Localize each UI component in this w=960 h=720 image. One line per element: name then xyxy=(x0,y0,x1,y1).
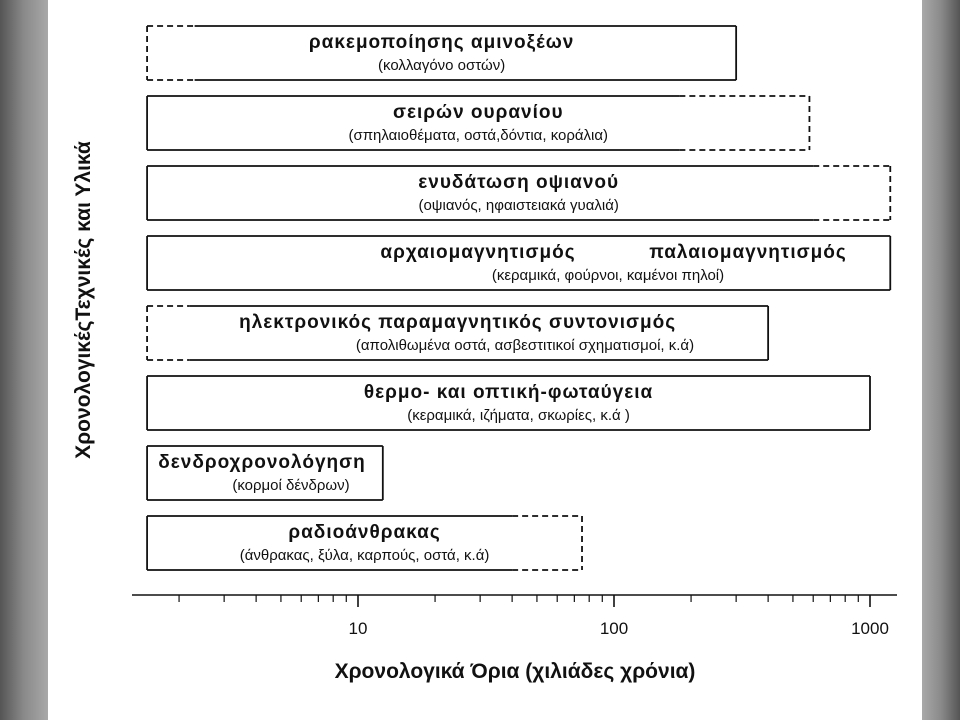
bar-title: ενυδάτωση οψιανού xyxy=(418,172,620,193)
bar-row xyxy=(147,516,582,570)
x-axis-title: Χρονολογικά Όρια (χιλιάδες χρόνια) xyxy=(334,660,696,683)
bar-subtitle: (απολιθωμένα οστά, ασβεστιτικοί σχηματισμοί, κ.ά) xyxy=(355,337,695,354)
x-axis xyxy=(132,595,897,638)
bar-title: ηλεκτρονικός παραμαγνητικός συντονισμός xyxy=(239,312,677,333)
x-tick-label: 1000 xyxy=(851,619,889,638)
bar-subtitle: (κολλαγόνο οστών) xyxy=(378,57,506,74)
bar-row xyxy=(147,26,736,80)
bar-title: θερμο- και οπτική-φωταύγεια xyxy=(363,382,654,403)
bar-title: ραδιοάνθρακας xyxy=(288,522,441,543)
bars-layer xyxy=(147,26,890,570)
bar-subtitle: (άνθρακας, ξύλα, καρπούς, οστά, κ.ά) xyxy=(239,547,490,564)
x-tick-label: 100 xyxy=(599,619,629,638)
bar-title-secondary: παλαιομαγνητισμός xyxy=(649,242,847,263)
bar-subtitle: (οψιανός, ηφαιστειακά γυαλιά) xyxy=(418,197,619,214)
bar-row xyxy=(147,236,890,290)
bar-title: δενδροχρονολόγηση xyxy=(158,452,366,473)
bar-row xyxy=(147,376,870,430)
y-axis-title: ΧρονολογικέςΤεχνικές και Υλικά xyxy=(72,141,95,459)
bar-row xyxy=(147,96,809,150)
bar-subtitle: (κορμοί δένδρων) xyxy=(232,477,350,494)
bar-title: αρχαιομαγνητισμός xyxy=(380,242,576,263)
bar-title: σειρών ουρανίου xyxy=(392,102,564,123)
x-tick-label: 10 xyxy=(348,619,368,638)
bar-subtitle: (κεραμικά, ιζήματα, σκωρίες, κ.ά ) xyxy=(407,407,630,424)
bar-row xyxy=(147,306,768,360)
bar-title: ρακεμοποίησης αμινοξέων xyxy=(308,32,575,53)
bar-row xyxy=(147,166,890,220)
bar-subtitle: (κεραμικά, φούρνοι, καμένοι πηλοί) xyxy=(491,267,725,284)
bar-row xyxy=(147,446,383,500)
bar-subtitle: (σπηλαιοθέματα, οστά,δόντια, κοράλια) xyxy=(348,127,609,144)
